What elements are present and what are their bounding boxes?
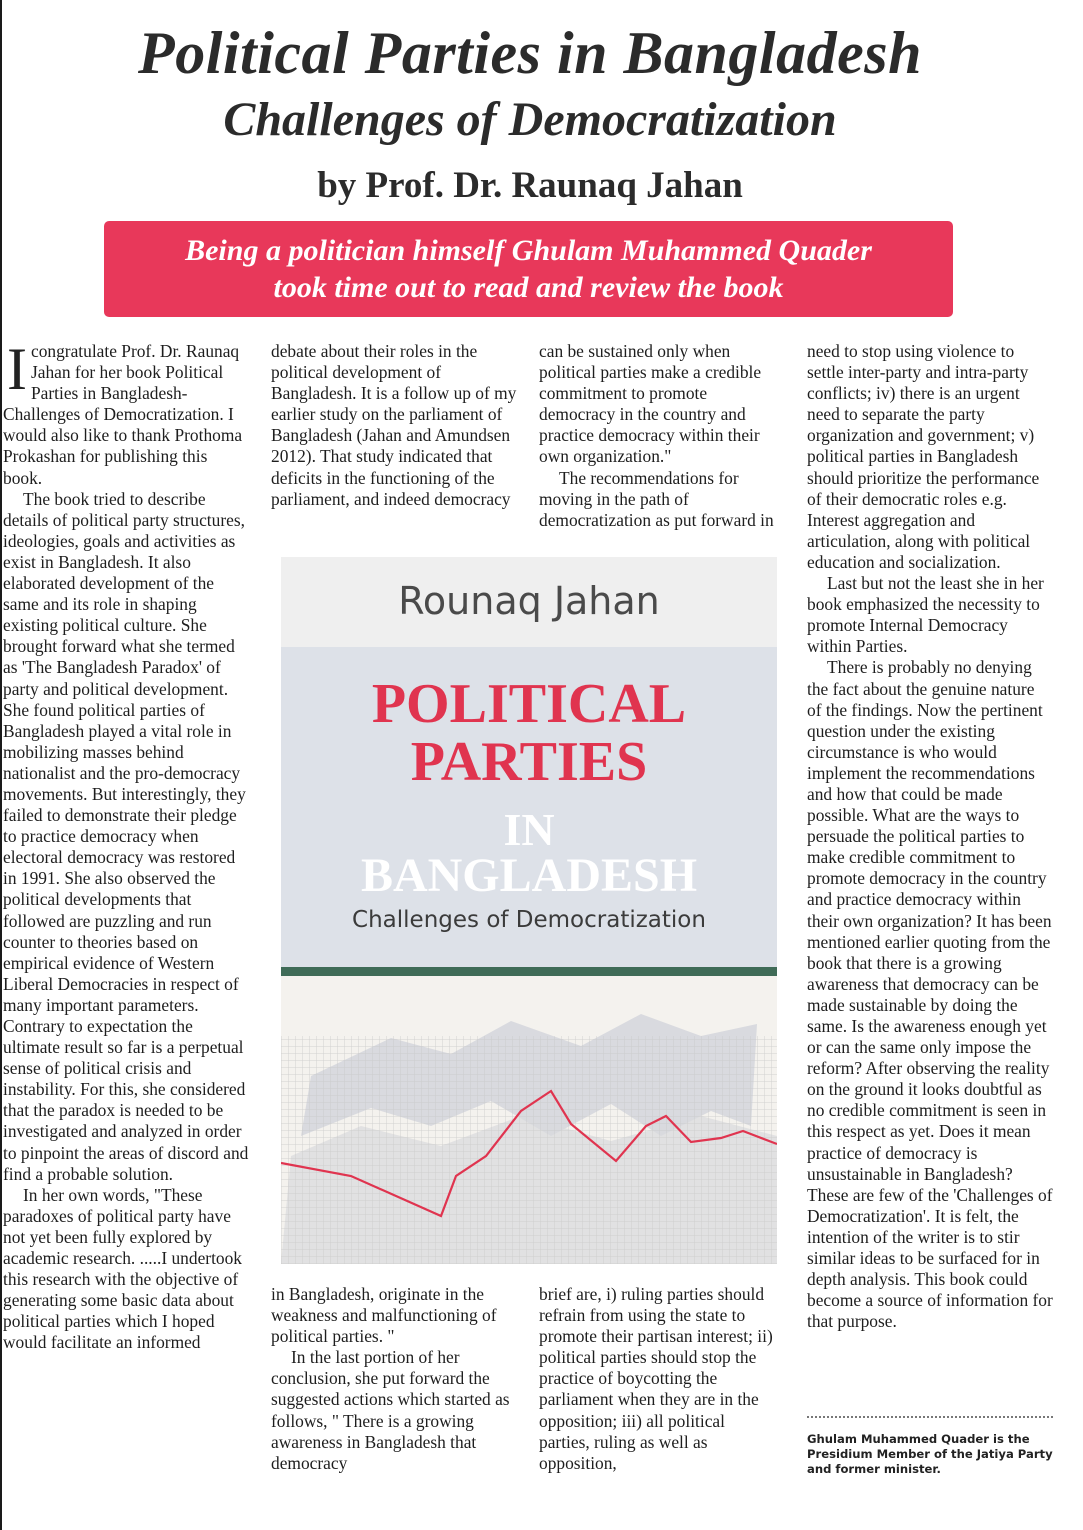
banner-line-2: took time out to read and review the book (273, 271, 784, 304)
cover-title-line: BANGLADESH (360, 849, 698, 902)
article-byline: by Prof. Dr. Raunaq Jahan (317, 165, 743, 206)
book-cover-image (281, 557, 777, 1264)
column-3-top (539, 341, 779, 531)
cover-subtitle: Challenges of Democratization (352, 907, 706, 933)
drop-cap: I (7, 336, 27, 402)
cover-grid (281, 1036, 777, 1264)
paragraph: There is probably no denying the fact about the genuine nature of the findings. Now the pertinent question under the existing circumstance is who would implement the recommendations and how that could be made possible. What are the ways to persuade the political parties to make credible commitment to promote democracy in the country and practice democracy within their own organization? It has been mentioned earlier quoting from the book that there is a growing awareness that democracy can be made sustainable by doing the same. Is the awareness enough yet or can the same only impose the reform? After observing the reality on the ground it looks doubtful as no credible commitment is seen in this respect as yet. Does it mean practice of democracy is unsustainable in Bangladesh? These are few of the 'Challenges of Democratization'. It is felt, the intention of the writer is to stir similar ideas to be surfaced for in depth analysis. This book could become a source of information for that purpose. (807, 657, 1053, 1332)
cover-green-band (281, 967, 777, 976)
column-2-top (271, 341, 519, 510)
cover-title-line: PARTIES (410, 731, 648, 793)
dotted-divider (807, 1416, 1053, 1418)
cover-artwork (281, 976, 777, 1264)
cover-title-line: IN (503, 804, 555, 855)
cover-title-line: POLITICAL (371, 673, 687, 735)
paragraph: congratulate Prof. Dr. Raunaq Jahan for her book Political Parties in Bangladesh- Challenges of Democratization. I would also like to thank Prothoma Prokashan for publishing this book. (3, 341, 243, 488)
teaser-banner (104, 221, 953, 317)
article-title: Political Parties in Bangladesh (138, 20, 922, 86)
column-2-bottom (271, 1284, 519, 1474)
column-3-bottom (539, 1284, 779, 1474)
paragraph: Last but not the least she in her book emphasized the necessity to promote Internal Democracy within Parties. (807, 573, 1044, 657)
paragraph: debate about their roles in the political development of Bangladesh. It is a follow up of my earlier study on the parliament of Bangladesh (Jahan and Amundsen 2012). That study indicated that deficits in the functioning of the parliament, and indeed democracy (271, 341, 517, 509)
paragraph: In her own words, "These paradoxes of political party have not yet been fully explored by academic research. .....I undertook this research with the objective of generating some basic data about political parties which I hoped would facilitate an informed (3, 1184, 243, 1353)
page-left-rule (0, 0, 2, 1530)
paragraph: brief are, i) ruling parties should refrain from using the state to promote their partisan interest; ii) political parties should stop the practice of boycotting the parliament when they are in the opposition; iii) all political parties, ruling as well as opposition, (539, 1284, 773, 1473)
article-subtitle: Challenges of Democratization (223, 93, 837, 146)
column-4 (807, 341, 1053, 1332)
banner-line-1: Being a politician himself Ghulam Muhammed Quader (185, 234, 872, 267)
paragraph: In the last portion of her conclusion, she put forward the suggested actions which started as follows, " There is a growing awareness in Bangladesh that democracy (271, 1347, 510, 1473)
paragraph: The recommendations for moving in the path of democratization as put forward in (539, 467, 774, 530)
author-note: Ghulam Muhammed Quader is the Presidium Member of the Jatiya Party and former minister. (807, 1432, 1053, 1476)
paragraph: The book tried to describe details of political party structures, ideologies, goals and activities as exist in Bangladesh. It also elaborated development of the same and its role in shaping existing political culture. She brought forward what she termed as 'The Bangladesh Paradox' of party and political development. She found political parties of Bangladesh played a vital role in mobilizing masses behind nationalist and the pro-democracy movements. But interestingly, they failed to demonstrate their pledge to practice democracy when electoral democracy was restored in 1991. She also observed the political developments that followed are puzzling and run counter to theories based on empirical evidence of Western Liberal Democracies in respect of many important parameters. Contrary to expectation the ultimate result so far is a perpetual sense of political crisis and instability. For this, she considered that the paradox is needed to be investigated and analyzed in order to pinpoint the areas of discord and find a probable solution. (3, 488, 249, 1184)
paragraph: need to stop using violence to settle inter-party and intra-party conflicts; iv) there is an urgent need to separate the party organization and government; v) political parties in Bangladesh should prioritize the performance of their democratic roles e.g. Interest aggregation and articulation, along with political education and socialization. (807, 341, 1040, 572)
cover-author: Rounaq Jahan (398, 579, 660, 623)
paragraph: in Bangladesh, originate in the weakness and malfunctioning of political parties. " (271, 1284, 497, 1347)
column-1 (3, 336, 249, 1354)
paragraph: can be sustained only when political parties make a credible commitment to promote democracy in the country and practice democracy within their own organization." (539, 341, 762, 467)
